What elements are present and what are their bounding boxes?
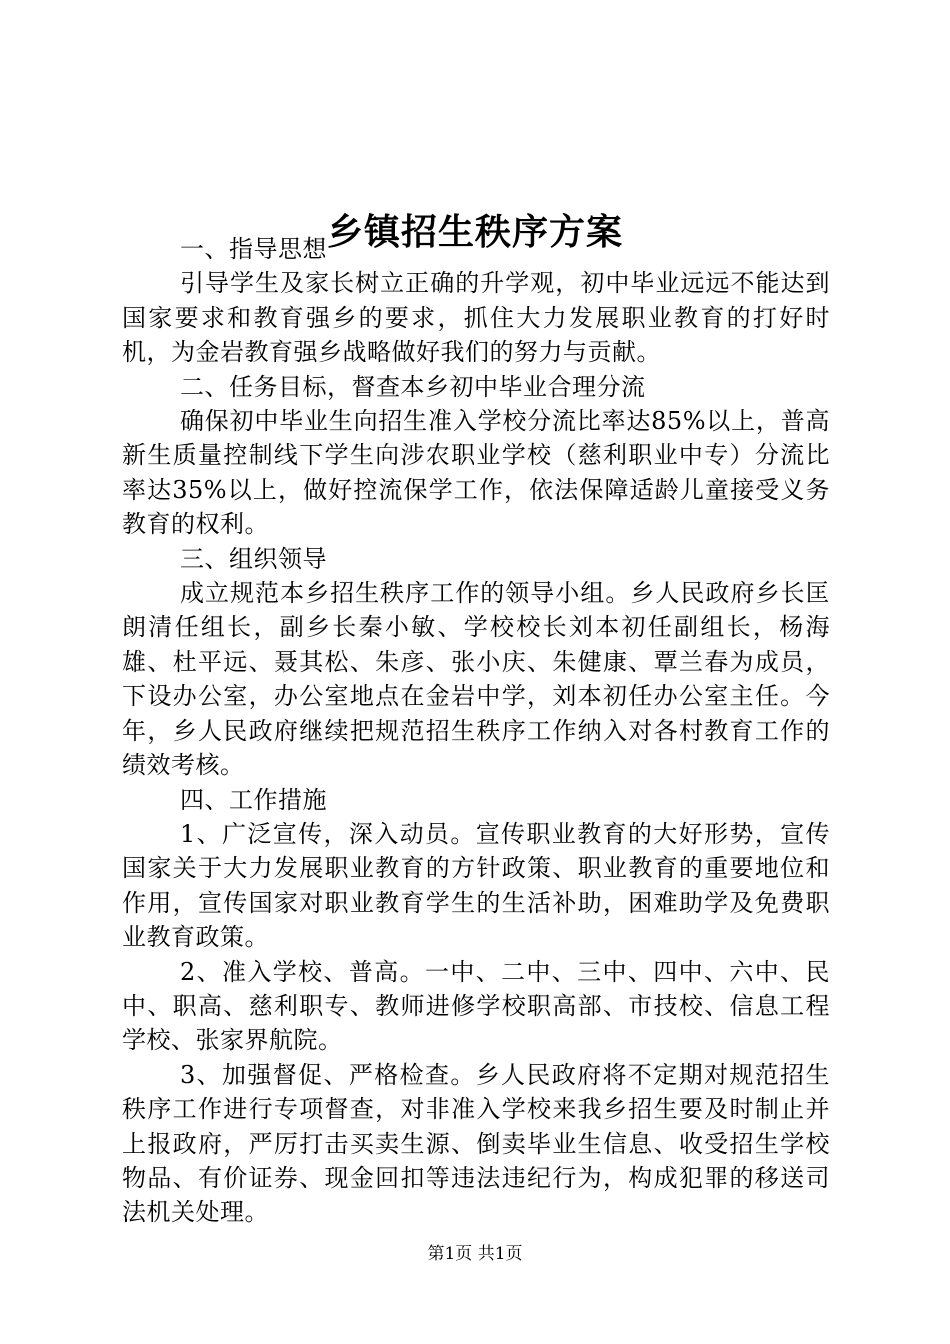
document-title: 乡镇招生秩序方案 bbox=[326, 211, 623, 254]
page-footer: 第1页 共1页 bbox=[427, 1244, 523, 1264]
section-heading-task-goals: 二、任务目标，督查本乡初中毕业合理分流 bbox=[180, 372, 646, 401]
paragraph-guiding-ideology: 引导学生及家长树立正确的升学观，初中毕业远远不能达到国家要求和教育强乡的要求，抓住大力发展职业教育的打好时机，为金岩教育强乡战略做好我们的努力与贡献。 bbox=[122, 269, 830, 367]
paragraph-measure-2: 2、准入学校、普高。一中、二中、三中、四中、六中、民中、职高、慈利职专、教师进修学校职高部、市技校、信息工程学校、张家界航院。 bbox=[122, 957, 830, 1055]
paragraph-measure-1: 1、广泛宣传，深入动员。宣传职业教育的大好形势，宣传国家关于大力发展职业教育的方针政策、职业教育的重要地位和作用，宣传国家对职业教育学生的生活补助，困难助学及免费职业教育政策。 bbox=[122, 819, 830, 952]
paragraph-task-goals: 确保初中毕业生向招生准入学校分流比率达85%以上，普高新生质量控制线下学生向涉农职业学校（慈利职业中专）分流比率达35%以上，做好控流保学工作，依法保障适龄儿童接受义务教育的权利。 bbox=[122, 407, 830, 539]
document-body bbox=[122, 232, 830, 1230]
section-heading-guiding-ideology: 一、指导思想 bbox=[180, 235, 327, 263]
section-heading-organization: 三、组织领导 bbox=[180, 544, 327, 573]
paragraph-measure-3: 3、加强督促、严格检查。乡人民政府将不定期对规范招生秩序工作进行专项督查，对非准入学校来我乡招生要及时制止并上报政府，严厉打击买卖生源、倒卖毕业生信息、收受招生学校物品、有价证券、现金回扣等违法违纪行为，构成犯罪的移送司法机关处理。 bbox=[122, 1060, 830, 1227]
section-heading-measures: 四、工作措施 bbox=[180, 785, 327, 814]
paragraph-organization: 成立规范本乡招生秩序工作的领导小组。乡人民政府乡长匡朗清任组长，副乡长秦小敏、学校校长刘本初任副组长，杨海雄、杜平远、聂其松、朱彦、张小庆、朱健康、覃兰春为成员，下设办公室，办公室地点在金岩中学，刘本初任办公室主任。今年，乡人民政府继续把规范招生秩序工作纳入对各村教育工作的绩效考核。 bbox=[122, 579, 830, 780]
